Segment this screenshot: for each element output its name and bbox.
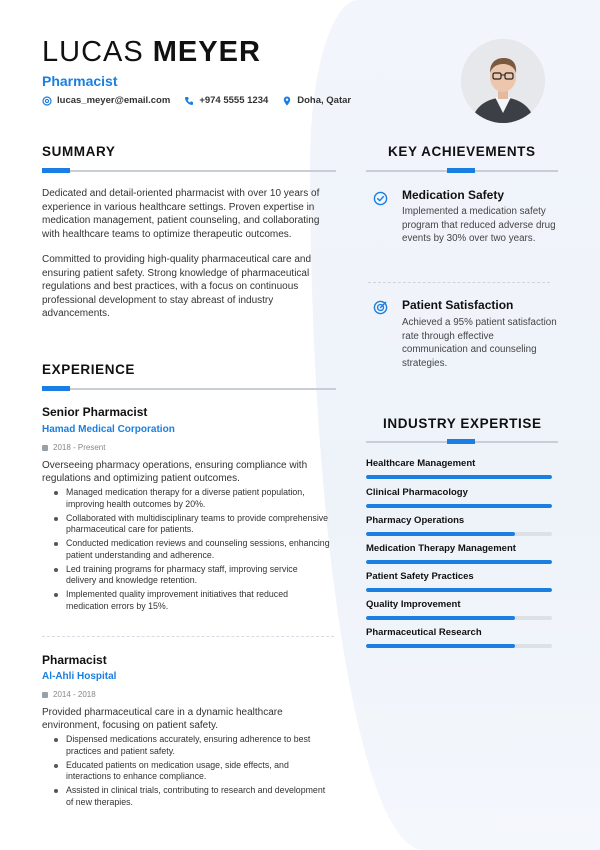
summary-accent [42,168,70,173]
skill-item [366,627,552,648]
skill-track [366,644,552,648]
job-company: Hamad Medical Corporation [42,424,175,435]
achievements-accent [447,168,475,173]
skill-track [366,532,552,536]
job-title: Pharmacist [42,653,107,667]
job-description: Overseeing pharmacy operations, ensuring compliance with regulations and optimizing patient outcomes. [42,460,308,484]
skill-fill [366,616,515,620]
skill-label: Patient Safety Practices [366,571,474,582]
skill-item [366,458,552,479]
skill-label: Quality Improvement [366,599,461,610]
achievement-divider [368,282,550,283]
job-dates-text: 2018 - Present [53,443,106,452]
list-item: Educated patients on medication usage, side effects, and interactions to enhance compliance. [54,760,330,783]
profile-photo [461,39,545,123]
list-item: Implemented quality improvement initiatives that reduced medication errors by 15%. [54,589,330,612]
skill-track [366,475,552,479]
expertise-accent [447,439,475,444]
job-dates-text: 2014 - 2018 [53,690,96,699]
candidate-role: Pharmacist [42,73,118,89]
phone-text: +974 5555 1234 [199,95,269,106]
skill-fill [366,532,515,536]
skill-item [366,571,552,592]
skill-label: Healthcare Management [366,458,476,469]
skill-item [366,515,552,536]
skill-item [366,487,552,508]
skill-fill [366,644,515,648]
achievement-title: Medication Safety [402,188,505,202]
skill-fill [366,504,552,508]
job-company: Al-Ahli Hospital [42,671,117,682]
email-contact[interactable] [42,95,170,106]
summary-rule [42,170,336,172]
location-text: Doha, Qatar [297,95,352,106]
skill-item [366,599,552,620]
first-name: LUCAS [42,36,144,68]
job-description: Provided pharmaceutical care in a dynamic healthcare environment, focusing on patient safety. [42,707,283,731]
skill-fill [366,475,552,479]
skill-track [366,616,552,620]
email-text: lucas_meyer@email.com [57,95,171,106]
skill-label: Clinical Pharmacology [366,487,468,498]
summary-paragraph-1: Dedicated and detail-oriented pharmacist with over 10 years of experience in various healthcare settings. Proven expertise in medication management, patient counseling, and collaborating with healthcare teams to optimize therapeutic outcomes. [42,188,320,240]
skill-label: Medication Therapy Management [366,543,516,554]
job-title: Senior Pharmacist [42,405,148,419]
job-bullets [54,734,330,811]
achievement-text: Implemented a medication safety program that reduced adverse drug events by 30% over two years. [402,206,556,244]
job-dates [42,443,105,452]
list-item: Collaborated with multidisciplinary teams to provide comprehensive pharmaceutical care for patients. [54,513,330,536]
skill-label: Pharmacy Operations [366,515,465,526]
check-circle-icon [373,191,388,206]
expertise-heading: INDUSTRY EXPERTISE [383,416,542,431]
list-item: Dispensed medications accurately, ensuring adherence to best practices and patient safety. [54,734,330,757]
target-icon [373,300,388,315]
job-bullets [54,487,330,615]
contact-bar [42,95,351,106]
job-dates [42,690,96,699]
skill-label: Pharmaceutical Research [366,627,482,638]
experience-rule [42,388,336,390]
list-item: Conducted medication reviews and counseling sessions, enhancing patient understanding and adherence. [54,538,330,561]
phone-icon [184,96,194,106]
candidate-name [42,36,261,69]
summary-heading: SUMMARY [42,144,116,159]
list-item: Assisted in clinical trials, contributing to research and development of new therapies. [54,785,330,808]
list-item: Managed medication therapy for a diverse patient population, improving health outcomes by 20%. [54,487,330,510]
phone-contact[interactable] [184,95,268,106]
at-icon [42,96,52,106]
location-contact [282,95,351,106]
calendar-icon [42,692,48,698]
job-divider [42,636,334,637]
skill-fill [366,560,552,564]
skill-track [366,588,552,592]
last-name: MEYER [152,36,261,68]
summary-paragraph-2: Committed to providing high-quality pharmaceutical care and ensuring patient safety. Strong knowledge of pharmaceutical regulations and best practices, with a focus on continuous professional development to stay abreast of industry advancements. [42,254,312,319]
avatar [461,39,545,123]
skill-track [366,560,552,564]
list-item: Led training programs for pharmacy staff, improving service delivery and knowledge retention. [54,564,330,587]
achievement-title: Patient Satisfaction [402,298,514,312]
skill-track [366,504,552,508]
achievements-heading: KEY ACHIEVEMENTS [388,144,536,159]
experience-accent [42,386,70,391]
skill-item [366,543,552,564]
achievement-text: Achieved a 95% patient satisfaction rate through effective communication and counseling strategies. [402,317,557,369]
location-pin-icon [282,96,292,106]
calendar-icon [42,445,48,451]
skill-fill [366,588,552,592]
experience-heading: EXPERIENCE [42,362,136,377]
